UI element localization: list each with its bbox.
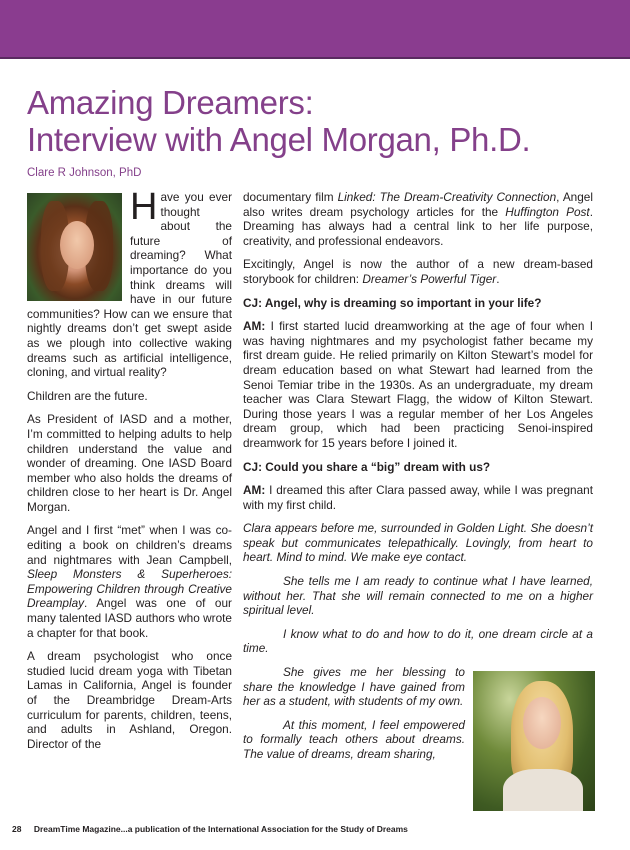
paragraph: Children are the future. [27,388,148,403]
dream-text: She gives me her blessing to share the knowledge I have gained from her as a student, with students of my own. [243,665,465,709]
paragraph: documentary film Linked: The Dream-Creativity Connection, Angel also writes dream psychology articles for the Huffington Post. Dreaming has always had a central link to her life purpose, creativity, and professional endeavors. [243,190,593,248]
answer: AM: I first started lucid dreamworking at the age of four when I was having nightmares and my psychologist father became my first dream guide. He relied primarily on Kilton Stewart’s model for dream education based on what Stewart had learned from the Senoi Temiar tribe in the 1930s. As an undergraduate, my dream teacher was Clara Stewart Flagg, the widow of Kilton Stewart. During those years I was a regular member of her Los Angeles dream group, which had been practicing Senoi-inspired dreamwork for 15 years before I joined it. [243,319,593,450]
header-banner [0,0,630,57]
column-right [243,190,593,815]
book-title: Sleep Monsters & Superheroes: Empowering Children through Creative Dreamplay [27,567,232,611]
header-rule [0,57,630,59]
column-left [27,186,232,760]
footer-text: DreamTime Magazine...a publication of the International Association for the Study of Dreams [33,824,408,834]
question: CJ: Angel, why is dreaming so important in your life? [243,295,542,310]
title-line-2: Interview with Angel Morgan, Ph.D. [27,121,531,158]
interviewee-photo [473,671,595,811]
intro-paragraph: Have you ever thought about the future of dreaming? What importance do you think dreams will have in our future communities? How can we ensure that nightly dreams don’t get swept aside as we plough into collective waking dreams such as artificial intelligence, cloning, and virtual reality? [27,186,232,380]
dream-text: Clara appears before me, surrounded in Golden Light. She doesn’t speak but communicates telepathically. Lovingly, from heart to heart. Mind to mind. We make eye contact. [243,521,593,565]
paragraph: As President of IASD and a mother, I’m committed to helping adults to help children understand the value and wonder of dreaming. One IASD Board member who also holds the dreams of children close to her heart is Dr. Angel Morgan. [27,412,232,514]
dream-text: She tells me I am ready to continue what I have learned, without her. That she will remain connected to me on a higher spiritual level. [243,574,593,618]
paragraph: A dream psychologist who once studied lucid dream yoga with Tibetan Lamas in California, Angel is founder of the Dreambridge Dream-Arts curriculum for parents, children, teens, and adults in Ashland, Oregon. Director of the [27,649,232,751]
dream-text: At this moment, I feel empowered to formally teach others about dreams. The value of dreams, dream sharing, [243,717,465,761]
drop-cap: H [130,186,158,228]
page-number: 28 [12,824,22,834]
dream-text: I know what to do and how to do it, one dream circle at a time. [243,626,593,656]
question: CJ: Could you share a “big” dream with us? [243,459,491,474]
page-footer [12,824,408,834]
author-byline: Clare R Johnson, PhD [27,167,142,179]
article-title [27,84,617,158]
paragraph: Angel and I first “met” when I was co-editing a book on children’s dreams and nightmares with Jean Campbell, Sleep Monsters & Superheroes: Empowering Children through Creative Dreamplay. Angel was one of our many talented IASD authors who wrote a chapter for that book. [27,523,232,640]
title-line-1: Amazing Dreamers: [27,84,314,121]
paragraph: Excitingly, Angel is now the author of a new dream-based storybook for children: Dreamer’s Powerful Tiger. [243,257,593,286]
author-photo [27,193,122,301]
answer: AM: I dreamed this after Clara passed away, while I was pregnant with my first child. [243,483,593,512]
